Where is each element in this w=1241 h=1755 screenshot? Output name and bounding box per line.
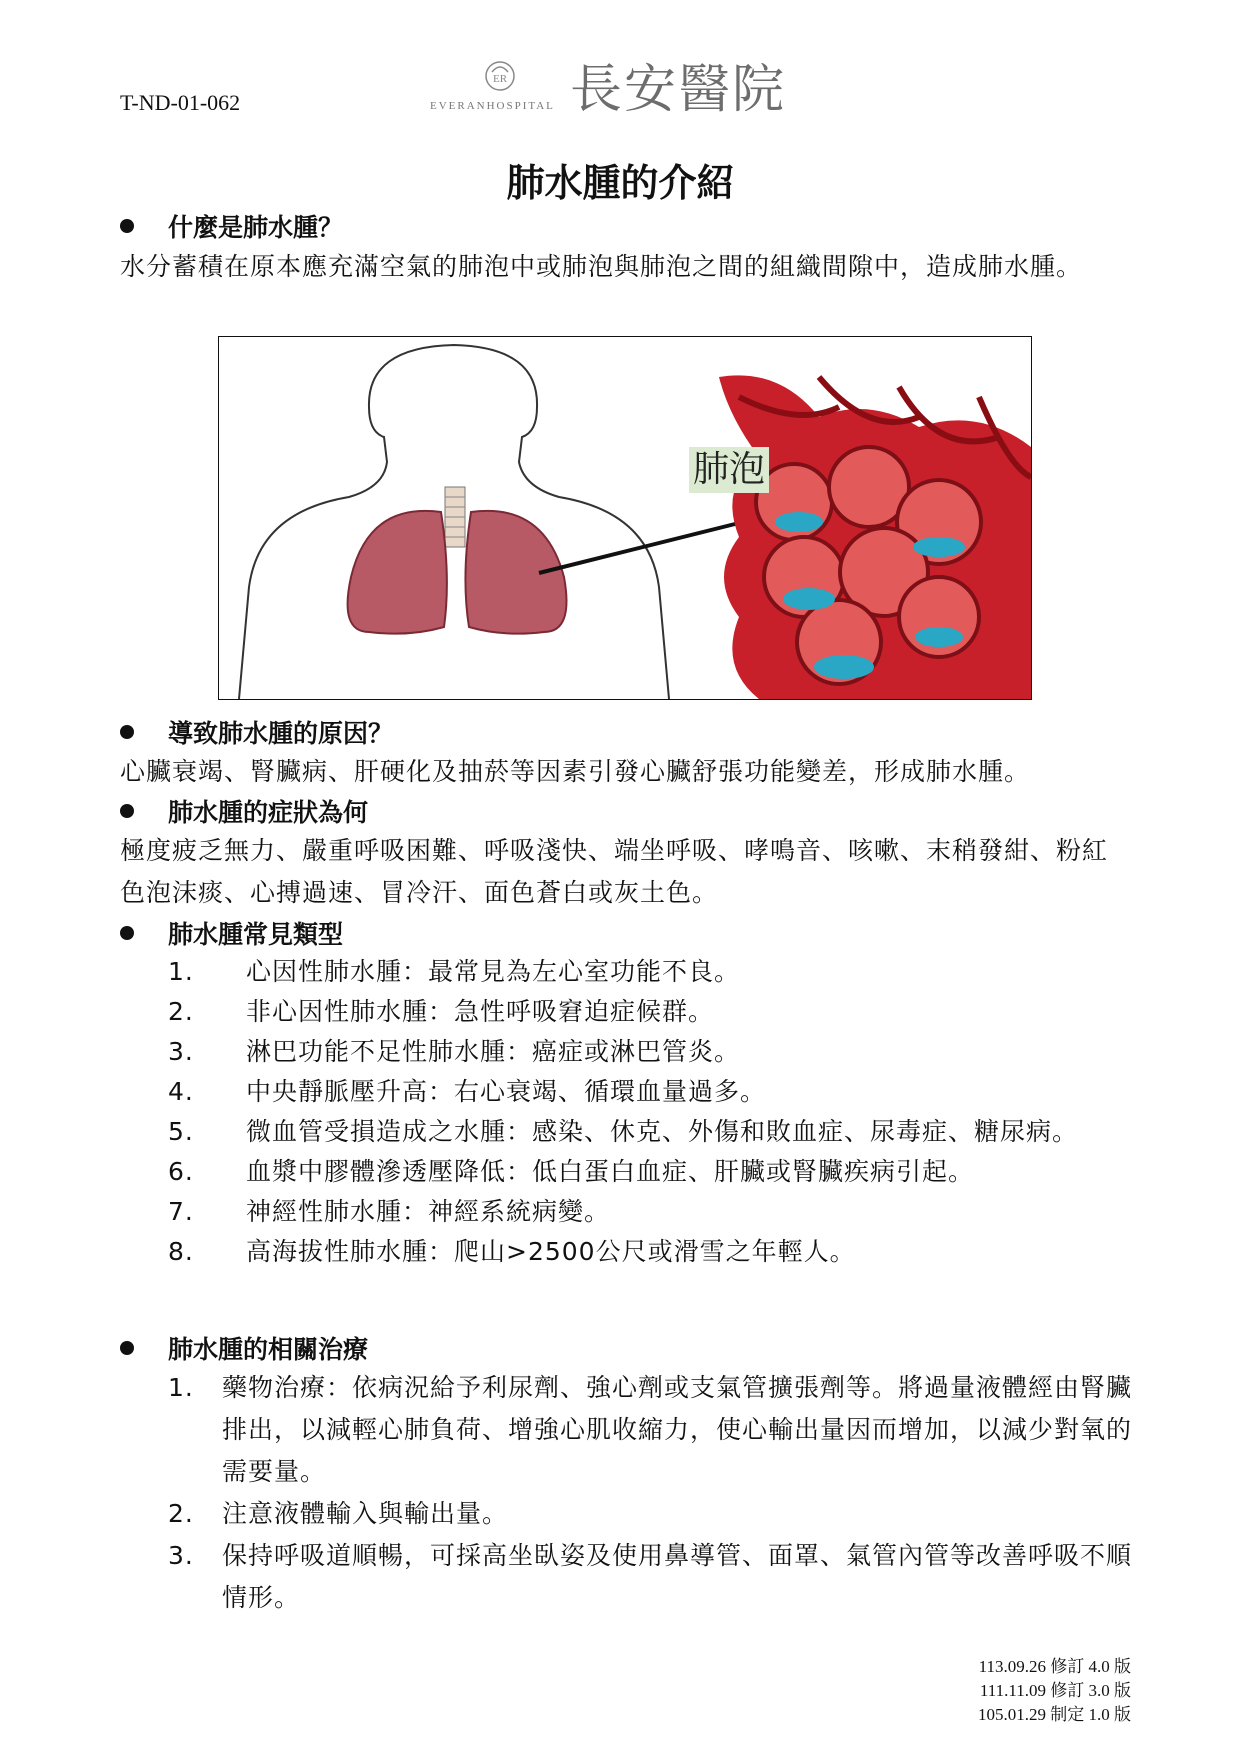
list-number: 4. <box>168 1077 194 1106</box>
list-text: 高海拔性肺水腫：爬山>2500公尺或滑雪之年輕人。 <box>246 1237 856 1266</box>
list-text: 血漿中膠體滲透壓降低：低白蛋白血症、肝臟或腎臟疾病引起。 <box>246 1157 975 1186</box>
list-item <box>168 952 1138 992</box>
list-number: 3. <box>168 1037 194 1066</box>
list-item <box>168 1152 1138 1192</box>
section-heading-symptoms <box>120 793 368 829</box>
illustration-graphic <box>219 337 1031 699</box>
right-lung <box>348 511 447 634</box>
section-heading-causes <box>120 714 393 750</box>
list-number: 3. <box>168 1541 194 1570</box>
treatment-list <box>168 1367 1138 1619</box>
list-item <box>168 1232 1138 1272</box>
bullet-icon <box>120 804 134 818</box>
list-text: 藥物治療：依病況給予利尿劑、強心劑或支氣管擴張劑等。將過量液體經由腎臟排出，以減輕心肺負荷、增強心肌收縮力，使心輸出量因而增加，以減少對氧的需要量。 <box>222 1373 1133 1486</box>
list-number: 7. <box>168 1197 194 1226</box>
list-item <box>168 1535 1138 1619</box>
revision-line: 111.11.09 修訂 3.0 版 <box>979 1681 1131 1700</box>
types-list <box>168 952 1138 1272</box>
list-number: 2. <box>168 1499 194 1528</box>
list-text: 中央靜脈壓升高：右心衰竭、循環血量過多。 <box>246 1077 767 1106</box>
section-heading-text: 導致肺水腫的原因？ <box>168 719 394 748</box>
list-number: 2. <box>168 997 194 1026</box>
list-number: 1. <box>168 957 194 986</box>
list-item <box>168 992 1138 1032</box>
alveoli-cluster <box>719 375 1031 699</box>
left-lung <box>465 511 566 634</box>
hospital-logo <box>430 58 830 122</box>
logo-chinese-name: 長安醫院 <box>570 60 787 120</box>
bullet-icon <box>120 219 134 233</box>
section-text-symptoms: 極度疲乏無力、嚴重呼吸困難、呼吸淺快、端坐呼吸、哮鳴音、咳嗽、末稍發紺、粉紅色泡沫痰、心搏過速、冒冷汗、面色蒼白或灰土色。 <box>120 836 1109 907</box>
alveoli-label: 肺泡 <box>689 447 769 493</box>
revision-history <box>978 1655 1131 1727</box>
lung-alveoli-illustration <box>218 336 1032 700</box>
list-text: 神經性肺水腫：神經系統病變。 <box>246 1197 611 1226</box>
list-item <box>168 1367 1138 1493</box>
section-heading-text: 什麼是肺水腫？ <box>168 213 344 242</box>
section-heading-what <box>120 208 343 244</box>
list-item <box>168 1493 1138 1535</box>
list-item <box>168 1192 1138 1232</box>
bullet-icon <box>120 926 134 940</box>
list-item <box>168 1112 1138 1152</box>
list-text: 淋巴功能不足性肺水腫：癌症或淋巴管炎。 <box>246 1037 741 1066</box>
section-text-causes: 心臟衰竭、腎臟病、肝硬化及抽菸等因素引發心臟舒張功能變差，形成肺水腫。 <box>120 757 1031 786</box>
list-text: 微血管受損造成之水腫：感染、休克、外傷和敗血症、尿毒症、糖尿病。 <box>246 1117 1079 1146</box>
bullet-icon <box>120 725 134 739</box>
revision-line: 113.09.26 修訂 4.0 版 <box>978 1657 1131 1676</box>
hospital-emblem-icon <box>482 58 518 94</box>
section-heading-text: 肺水腫常見類型 <box>168 920 344 949</box>
trachea <box>445 487 465 547</box>
list-text: 保持呼吸道順暢，可採高坐臥姿及使用鼻導管、面罩、氣管內管等改善呼吸不順情形。 <box>222 1541 1133 1612</box>
revision-line: 105.01.29 制定 1.0 版 <box>978 1705 1131 1724</box>
svg-text:ER: ER <box>492 73 508 85</box>
list-number: 6. <box>168 1157 194 1186</box>
page-title: 肺水腫的介紹 <box>506 161 735 205</box>
list-text: 心因性肺水腫：最常見為左心室功能不良。 <box>246 957 741 986</box>
logo-english-name: EVERANHOSPITAL <box>430 100 555 112</box>
bullet-icon <box>120 1341 134 1355</box>
section-text-what: 水分蓄積在原本應充滿空氣的肺泡中或肺泡與肺泡之間的組織間隙中，造成肺水腫。 <box>120 252 1083 281</box>
list-number: 5. <box>168 1117 194 1146</box>
document-code: T-ND-01-062 <box>120 90 241 115</box>
list-number: 8. <box>168 1237 194 1266</box>
section-heading-types <box>120 915 343 951</box>
list-item <box>168 1032 1138 1072</box>
list-number: 1. <box>168 1373 194 1402</box>
section-heading-text: 肺水腫的症狀為何 <box>168 798 369 827</box>
section-heading-text: 肺水腫的相關治療 <box>168 1335 369 1364</box>
list-text: 注意液體輸入與輸出量。 <box>222 1499 509 1528</box>
list-text: 非心因性肺水腫：急性呼吸窘迫症候群。 <box>246 997 715 1026</box>
list-item <box>168 1072 1138 1112</box>
section-heading-treatment <box>120 1330 368 1366</box>
